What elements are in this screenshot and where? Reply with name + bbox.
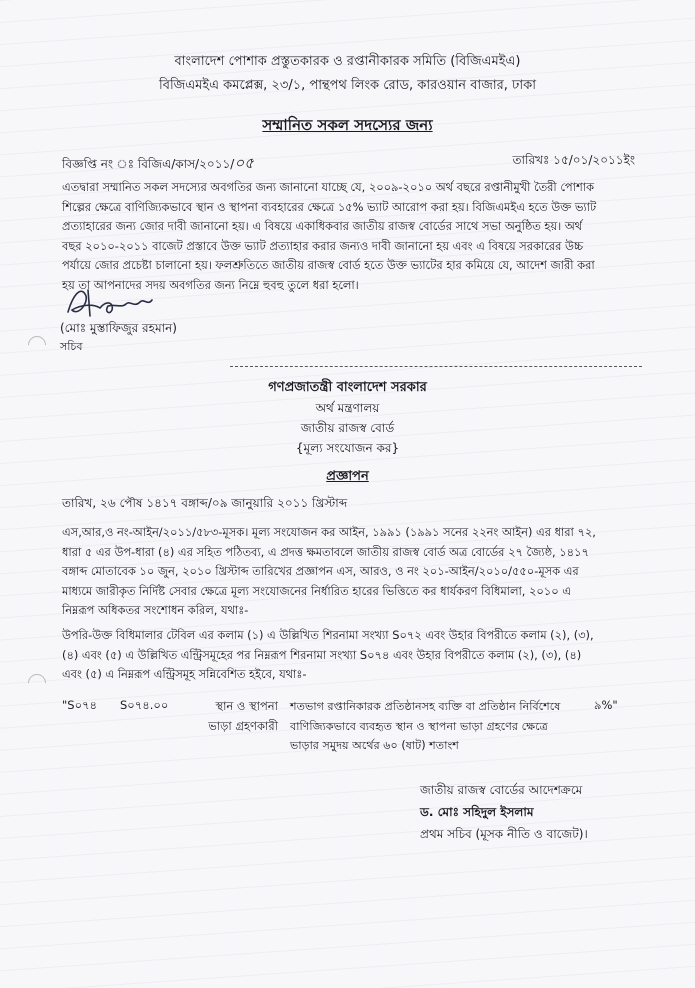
punch-hole-mark <box>24 670 49 695</box>
entry-service-line: ভাড়া গ্রহণকারী <box>208 718 278 733</box>
gazette-paragraph-1 <box>62 523 642 621</box>
notice-date: তারিখঃ ১৫/০১/২০১১ইং <box>512 153 635 167</box>
entry-rate: ৯%" <box>594 698 618 712</box>
signer-title: সচিব <box>60 340 83 353</box>
notice-reference <box>62 152 254 177</box>
section-divider <box>230 366 642 367</box>
notice-body-line: হয় তা আপনাদের সদয় অবগতির জন্য নিম্নে হুবহু তুলে ধরা হলো। <box>62 277 359 292</box>
board-name: জাতীয় রাজস্ব বোর্ড <box>300 421 395 435</box>
officer-title: প্রথম সচিব (মূসক নীতি ও বাজেট)। <box>420 827 588 841</box>
gazette-line: বঙ্গাব্দ মোতাবেক ১০ জুন, ২০১০ খ্রিস্টাব্দ তারিখের প্রজ্ঞাপন এস, আরও, ও নং ২০১-আইন/২০১০/৫৫০-মূসক এর <box>62 564 579 578</box>
gazette-line: এস,আর,ও নং-আইন/২০১১/৫৮৩-মূসক। মূল্য সংযোজন কর আইন, ১৯৯১ (১৯৯১ সনের ২২নং আইন) এর ধারা ৭২, <box>62 525 596 539</box>
gazette-line: এবং (৫) এ নিম্নরূপ এন্ট্রিসমূহ সন্নিবেশিত হইবে, যথাঃ- <box>62 667 307 681</box>
entry-description <box>290 697 590 756</box>
gazette-date: তারিখ, ২৬ পৌষ ১৪১৭ বঙ্গাব্দ/০৯ জানুয়ারি ২০১১ খ্রিস্টাব্দ <box>62 496 348 510</box>
notice-body-line: এতদ্বারা সম্মানিত সকল সদস্যের অবগতির জন্য জানানো যাচ্ছে যে, ২০০৯-২০১০ অর্থ বছরে রপ্তানীমুখী তৈরী পোশাক <box>62 180 594 194</box>
gazette-line: উপরি-উক্ত বিধিমালার টেবিল এর কলাম (১) এ উল্লিখিত শিরনামা সংখ্যা S০৭২ এবং উহার বিপরীতে কলাম (২), (৩), <box>62 628 594 642</box>
gazette-line: (৪) এবং (৫) এ উল্লিখিত এন্ট্রিসমূহের পর নিম্নরূপ শিরনামা সংখ্যা S০৭৪ এবং উহার বিপরীতে কলাম (২), (৩), (৪) <box>62 647 582 662</box>
notice-ref-prefix: বিজ্ঞপ্তি নং ঃ বিজিএ/কাস/২০১১/ <box>62 157 235 171</box>
gazette-line: নিম্নরূপ অধিকতর সংশোধন করিল, যথাঃ- <box>62 603 249 617</box>
handwritten-signature <box>60 282 170 322</box>
order-line: জাতীয় রাজস্ব বোর্ডের আদেশক্রমে <box>420 783 583 797</box>
entry-description-line: শতভাগ রপ্তানিকারক প্রতিষ্ঠানসহ ব্যক্তি বা প্রতিষ্ঠান নির্বিশেষে <box>290 700 561 713</box>
org-address: বিজিএমইএ কমপ্লেক্স, ২৩/১, পান্থপথ লিংক রোড, কারওয়ান বাজার, ঢাকা <box>158 78 537 93</box>
entry-code: "S০৭৪ <box>62 698 98 712</box>
gazette-heading: প্রজ্ঞাপন <box>326 469 369 484</box>
entry-subcode: S০৭৪.০০ <box>120 698 169 712</box>
vat-subtitle: {মূল্য সংযোজন কর} <box>295 441 400 455</box>
notice-body <box>62 178 642 295</box>
notice-body-line: বছর ২০১০-২০১১ বাজেট প্রস্তাবে উক্ত ভ্যাট প্রত্যাহার করার জন্যও দাবী জানানো হয় এবং এ বিষয়ে সরকারের উচ্চ <box>62 238 583 253</box>
gov-name: গণপ্রজাতন্ত্রী বাংলাদেশ সরকার <box>268 380 427 395</box>
entry-service-line: স্থান ও স্থাপনা <box>215 699 278 713</box>
entry-description-line: বাণিজ্যিকভাবে ব্যবহৃত স্থান ও স্থাপনা ভাড়া গ্রহণের ক্ষেত্রে <box>290 719 548 733</box>
officer-name: ড. মোঃ সহিদুল ইসলাম <box>420 805 534 819</box>
gazette-line: ধারা ৫ এর উপ-ধারা (৪) এর সহিত পঠিতব্য, এ প্রদত্ত ক্ষমতাবলে জাতীয় রাজস্ব বোর্ড অত্র বোর্ডের ২৭ জ্যৈষ্ঠ, ১৪১৭ <box>62 544 589 559</box>
notice-body-line: পর্যায়ে জোর প্রচেষ্টা চালানো হয়। ফলশ্রুতিতে জাতীয় রাজস্ব বোর্ড হতে উক্ত ভ্যাটের হার কমিয়ে যে, আদেশ জারী করা <box>62 258 595 272</box>
punch-hole-mark <box>24 332 49 357</box>
gazette-line: মাধ্যমে জারীকৃত নির্দিষ্ট সেবার ক্ষেত্রে মূল্য সংযোজনের নির্ধারিত হারের ভিত্তিতে কর ধার্যকরণ বিধিমালা, ২০১০ এ <box>62 583 571 598</box>
org-name: বাংলাদেশ পোশাক প্রস্তুতকারক ও রপ্তানীকারক সমিতি (বিজিএমইএ) <box>174 54 521 69</box>
notice-title: সম্মানিত সকল সদস্যের জন্য <box>262 116 433 134</box>
notice-body-line: শিল্পের ক্ষেত্রে বাণিজ্যিকভাবে স্থান ও স্থাপনা ব্যবহারের ক্ষেত্রে ১৫% ভ্যাট আরোপ করা হয়। বিজিএমইএ হতে উক্ত ভ্যাট <box>62 199 597 214</box>
entry-description-line: ভাড়ার সমুদয় অর্থের ৬০ (ষাট) শতাংশ <box>290 739 459 752</box>
gazette-paragraph-2 <box>62 626 642 685</box>
signer-name: (মোঃ মুস্তাফিজুর রহমান) <box>60 321 177 335</box>
ministry-name: অর্থ মন্ত্রণালয় <box>315 401 380 415</box>
entry-service <box>188 697 278 736</box>
notice-body-line: প্রত্যাহারের জন্য জোর দাবী জানানো হয়। এ বিষয়ে একাধিকবার জাতীয় রাজস্ব বোর্ডের সাথে সভা অনুষ্ঠিত হয়। অর্থ <box>62 219 583 233</box>
notice-ref-number: ০৫ <box>234 154 254 172</box>
